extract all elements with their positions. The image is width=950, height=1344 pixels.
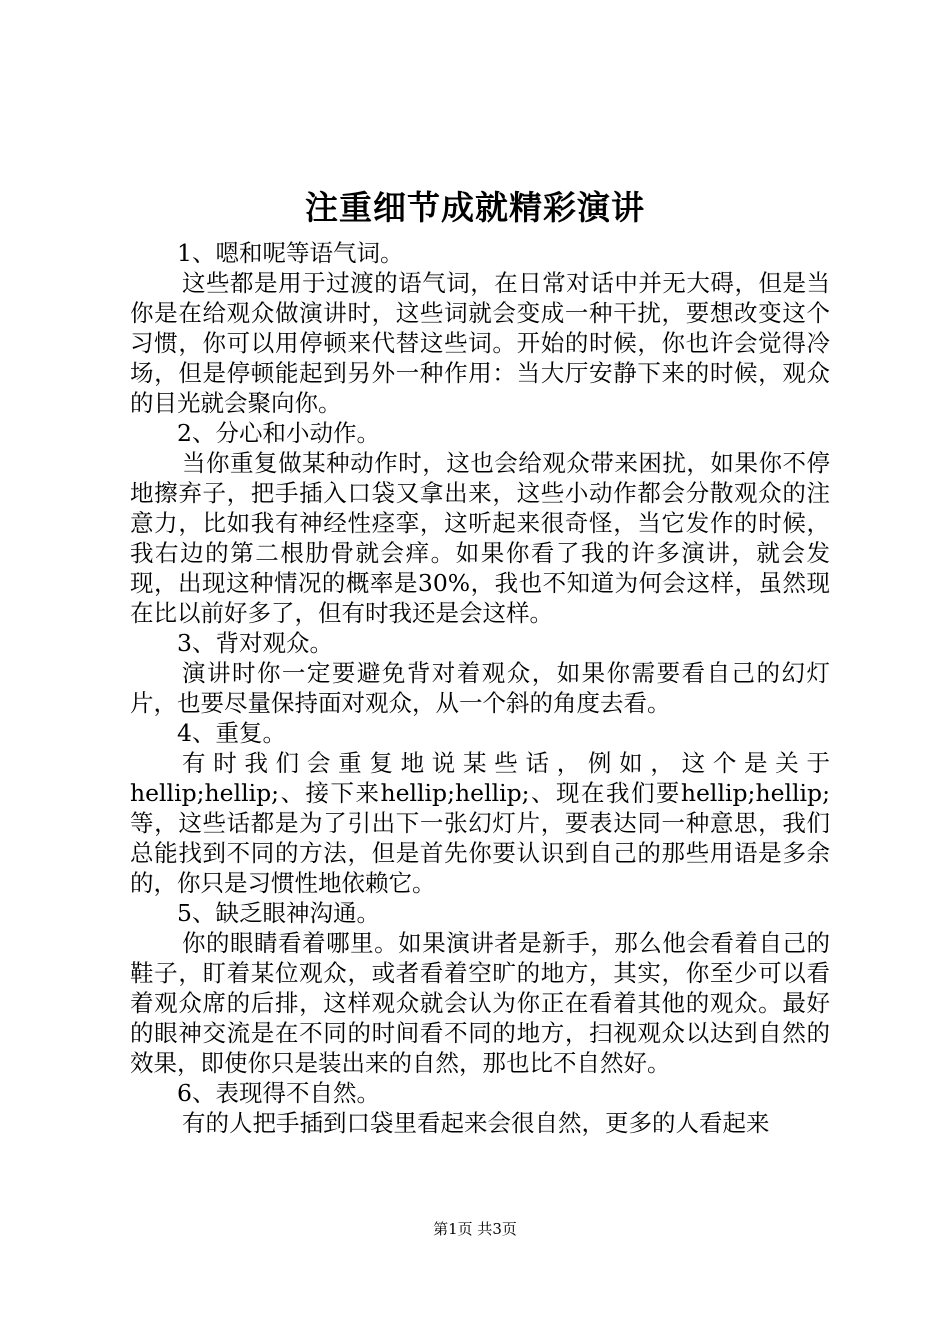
section-paragraph: 当你重复做某种动作时，这也会给观众带来困扰，如果你不停地擦弃子，把手插入口袋又拿出来，这些小动作都会分散观众的注意力，比如我有神经性痉挛，这听起来很奇怪，当它发作的时候，我右边的第二根肋骨就会痒。如果你看了我的许多演讲，就会发现，出现这种情况的概率是30%，我也不知道为何会这样，虽然现在比以前好多了，但有时我还是会这样。 bbox=[130, 449, 830, 627]
section-heading: 1、嗯和呢等语气词。 bbox=[177, 239, 404, 267]
page-title: 注重细节成就精彩演讲 bbox=[305, 188, 645, 227]
section-heading: 3、背对观众。 bbox=[177, 629, 333, 657]
section-heading: 6、表现得不自然。 bbox=[177, 1079, 380, 1107]
section-paragraph: 有的人把手插到口袋里看起来会很自然，更多的人看起来 bbox=[182, 1109, 770, 1137]
section-paragraph: 演讲时你一定要避免背对着观众，如果你需要看自己的幻灯片，也要尽量保持面对观众，从一个斜的角度去看。 bbox=[130, 659, 830, 717]
section-paragraph: 这些都是用于过渡的语气词，在日常对话中并无大碍，但是当你是在给观众做演讲时，这些词就会变成一种干扰，要想改变这个习惯，你可以用停顿来代替这些词。开始的时候，你也许会觉得冷场，但是停顿能起到另外一种作用：当大厅安静下来的时候，观众的目光就会聚向你。 bbox=[130, 269, 830, 417]
document-body bbox=[130, 238, 830, 1138]
section-heading: 2、分心和小动作。 bbox=[177, 419, 380, 447]
section-heading: 5、缺乏眼神沟通。 bbox=[177, 899, 380, 927]
section-paragraph: 有时我们会重复地说某些话，例如，这个是关于hellip;hellip;、接下来hellip;hellip;、现在我们要hellip;hellip;等，这些话都是为了引出下一张幻灯片，要表达同一种意思，我们总能找到不同的方法，但是首先你要认识到自己的那些用语是多余的，你只是习惯性地依赖它。 bbox=[130, 749, 830, 897]
page-number-footer: 第1页 共3页 bbox=[433, 1220, 517, 1238]
section-paragraph: 你的眼睛看着哪里。如果演讲者是新手，那么他会看着自己的鞋子，盯着某位观众，或者看着空旷的地方，其实，你至少可以看着观众席的后排，这样观众就会认为你正在看着其他的观众。最好的眼神交流是在不同的时间看不同的地方，扫视观众以达到自然的效果，即使你只是装出来的自然，那也比不自然好。 bbox=[130, 929, 830, 1077]
section-heading: 4、重复。 bbox=[177, 719, 286, 747]
